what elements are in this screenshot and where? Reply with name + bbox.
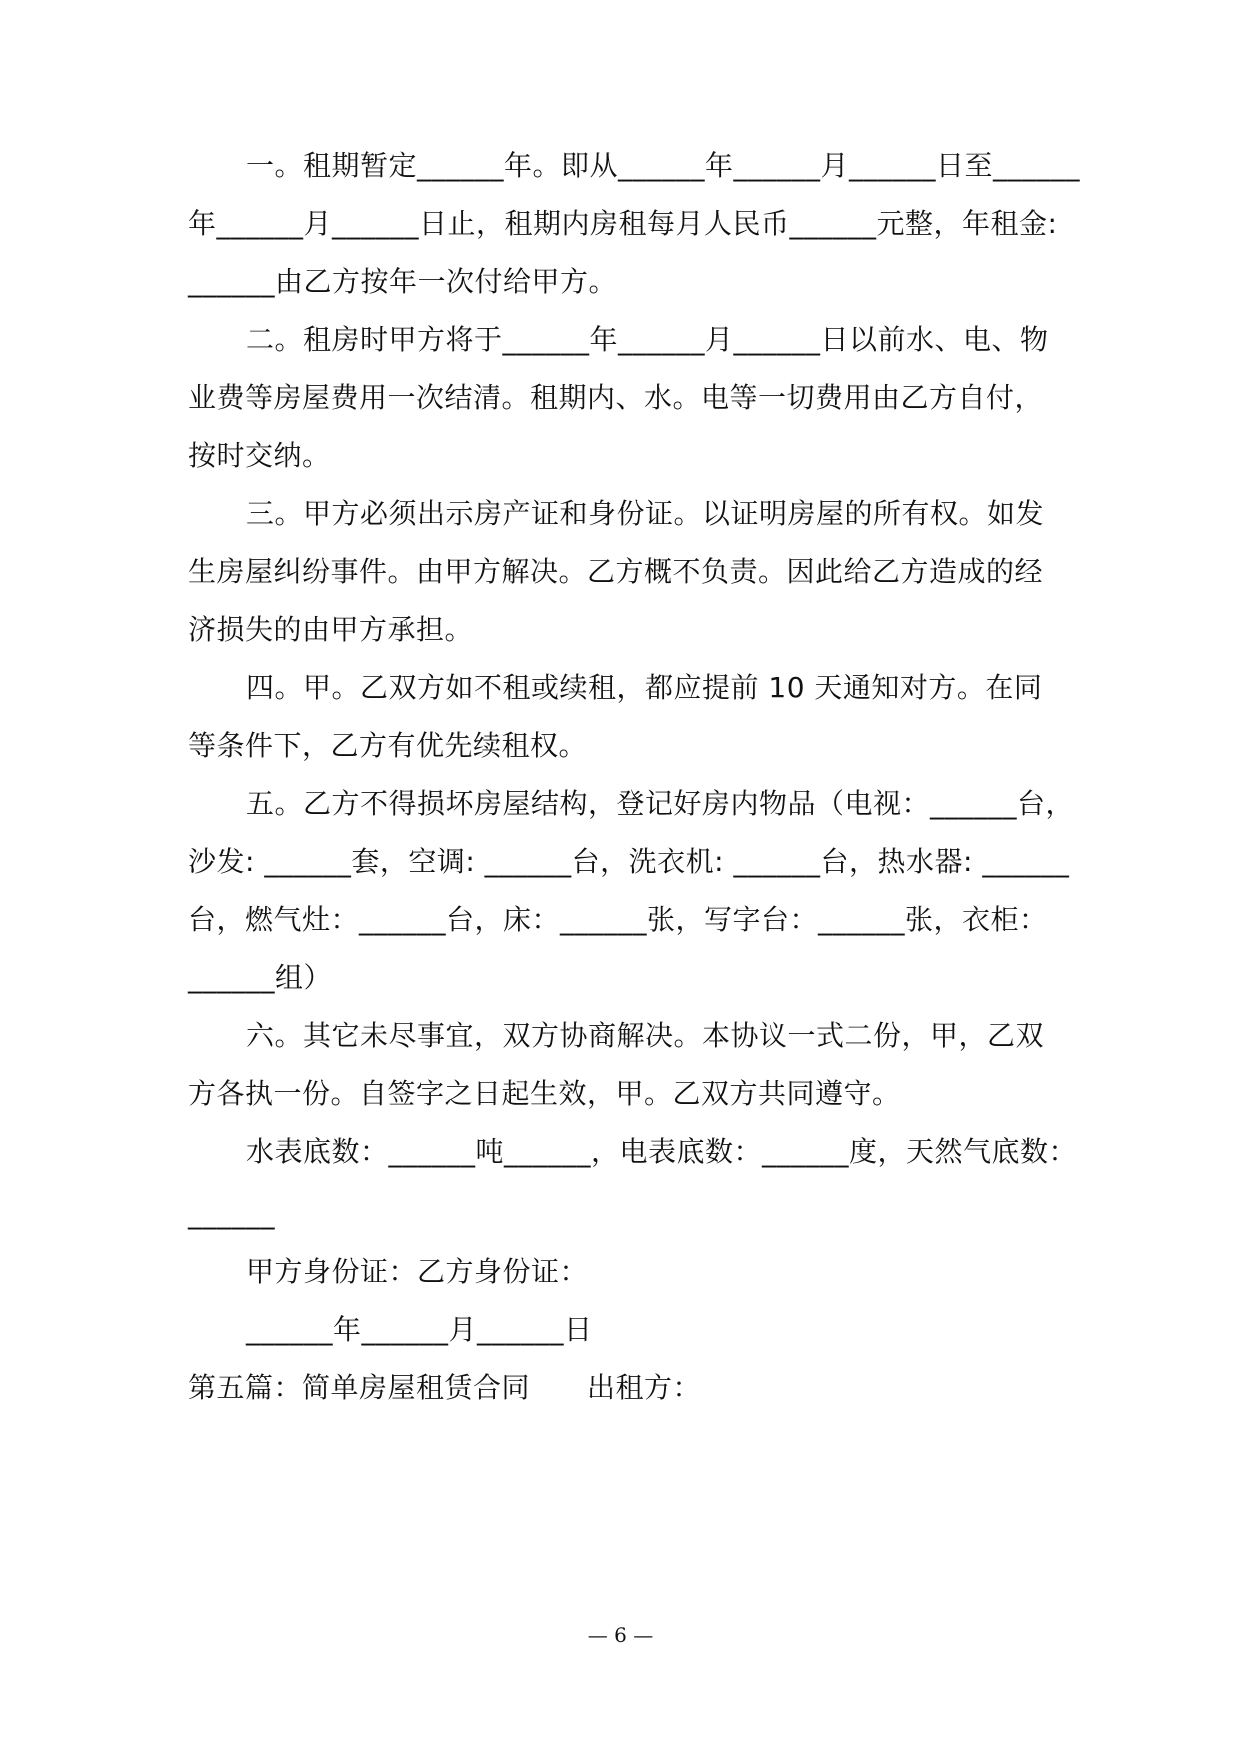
clause-4-line-1: 四。甲。乙双方如不租或续租，都应提前 10 天通知对方。在同 [246, 671, 1043, 704]
clause-4-line-2: 等条件下，乙方有优先续租权。 [188, 729, 588, 762]
clause-6-line-1: 六。其它未尽事宜，双方协商解决。本协议一式二份，甲，乙双 [246, 1019, 1045, 1052]
clause-3-line-2: 生房屋纠纷事件。由甲方解决。乙方概不负责。因此给乙方造成的经 [188, 555, 1044, 588]
meter-readings-line-2: ______ [188, 1197, 275, 1230]
clause-1-line-1: 一。租期暂定______年。即从______年______月______日至______ [246, 149, 1081, 182]
clause-1-line-3: ______由乙方按年一次付给甲方。 [188, 265, 618, 298]
date-line: ______年______月______日 [246, 1313, 593, 1346]
clause-5-line-1: 五。乙方不得损坏房屋结构，登记好房内物品（电视：______台， [246, 787, 1075, 820]
meter-readings-line-1: 水表底数：______吨______，电表底数：______度，天然气底数： [246, 1135, 1078, 1168]
clause-5-line-3: 台，燃气灶：______台，床：______张，写字台：______张，衣柜： [188, 903, 1048, 936]
clause-2-line-1: 二。租房时甲方将于______年______月______日以前水、电、物 [246, 323, 1049, 356]
page-number: — 6 — [587, 1623, 654, 1647]
id-card-line: 甲方身份证：乙方身份证： [246, 1255, 589, 1288]
clause-6-line-2: 方各执一份。自签字之日起生效，甲。乙双方共同遵守。 [188, 1077, 901, 1110]
clause-2-line-2: 业费等房屋费用一次结清。租期内、水。电等一切费用由乙方自付， [188, 381, 1044, 414]
clause-3-line-3: 济损失的由甲方承担。 [188, 613, 474, 646]
clause-1-line-2: 年______月______日止，租期内房租每月人民币______元整，年租金: [188, 207, 1058, 240]
clause-3-line-1: 三。甲方必须出示房产证和身份证。以证明房屋的所有权。如发 [246, 497, 1045, 530]
clause-5-line-2: 沙发: ______套，空调: ______台，洗衣机: ______台，热水器: ______ [188, 845, 1070, 878]
clause-2-line-3: 按时交纳。 [188, 439, 331, 472]
section-heading-line: 第五篇：简单房屋租赁合同 出租方： [188, 1371, 702, 1404]
clause-5-line-4: ______组） [188, 961, 333, 994]
